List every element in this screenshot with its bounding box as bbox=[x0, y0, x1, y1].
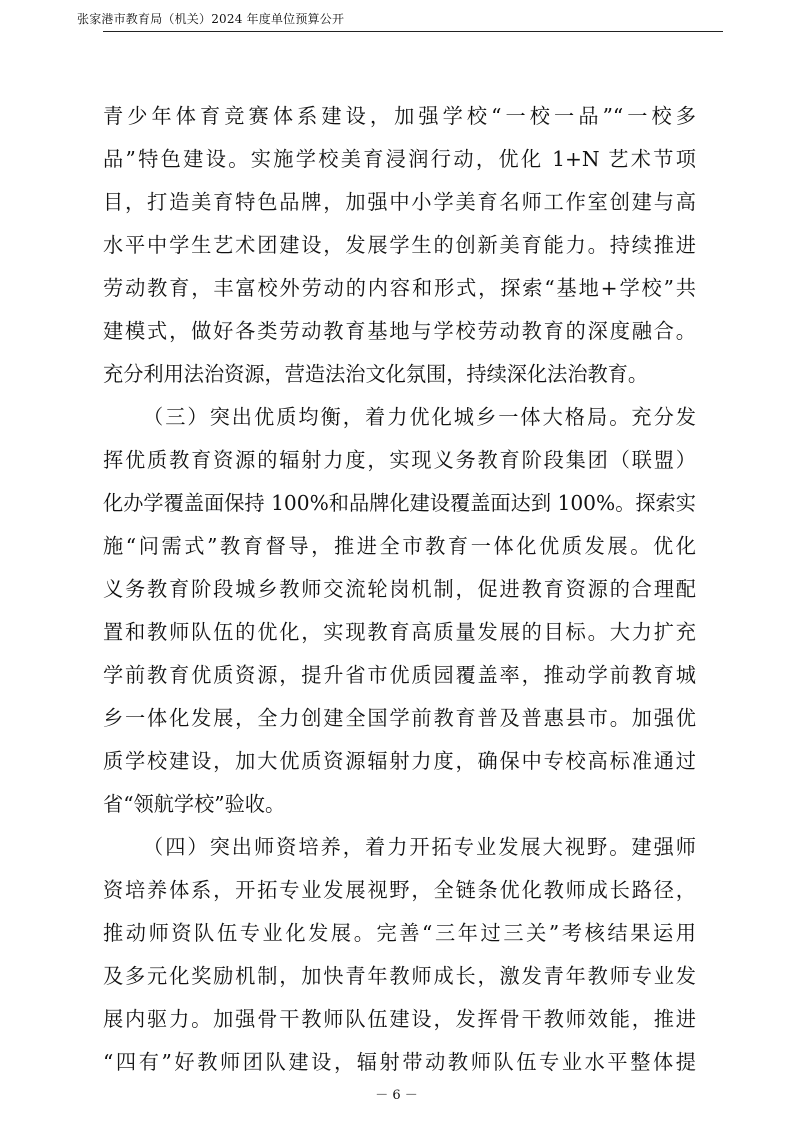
header-title: 张家港市教育局（机关）2024 年度单位预算公开 bbox=[77, 12, 345, 26]
paragraph-3-line-6: “四有”好教师团队建设，辐射带动教师队伍专业水平整体提 bbox=[103, 1050, 696, 1074]
paragraph-3-line-3: 推动师资队伍专业化发展。完善“三年过三关”考核结果运用 bbox=[103, 921, 696, 945]
paragraph-2-line-8: 乡一体化发展，全力创建全国学前教育普及普惠县市。加强优 bbox=[103, 706, 696, 730]
paragraph-3-line-4: 及多元化奖励机制，加快青年教师成长，激发青年教师专业发 bbox=[103, 964, 696, 988]
paragraph-1-line-2: 品”特色建设。实施学校美育浸润行动，优化 1+N 艺术节项 bbox=[103, 147, 696, 171]
paragraph-2-line-1: （三）突出优质均衡，着力优化城乡一体大格局。充分发 bbox=[143, 405, 696, 429]
paragraph-2-line-10: 省“领航学校”验收。 bbox=[103, 792, 286, 816]
paragraph-2-line-3: 化办学覆盖面保持 100%和品牌化建设覆盖面达到 100%。探索实 bbox=[103, 491, 696, 515]
paragraph-1-line-7: 充分利用法治资源，营造法治文化氛围，持续深化法治教育。 bbox=[103, 362, 649, 386]
paragraph-2-line-5: 义务教育阶段城乡教师交流轮岗机制，促进教育资源的合理配 bbox=[103, 577, 696, 601]
paragraph-2-line-2: 挥优质教育资源的辐射力度，实现义务教育阶段集团（联盟） bbox=[103, 448, 696, 472]
paragraph-1-line-3: 目，打造美育特色品牌，加强中小学美育名师工作室创建与高 bbox=[103, 190, 696, 214]
paragraph-3-line-5: 展内驱力。加强骨干教师队伍建设，发挥骨干教师效能，推进 bbox=[103, 1007, 696, 1031]
paragraph-2-line-7: 学前教育优质资源，提升省市优质园覆盖率，推动学前教育城 bbox=[103, 663, 696, 687]
page-number: － 6 － bbox=[375, 1088, 418, 1103]
paragraph-1-line-4: 水平中学生艺术团建设，发展学生的创新美育能力。持续推进 bbox=[103, 233, 696, 257]
paragraph-1-line-5: 劳动教育，丰富校外劳动的内容和形式，探索“基地+学校”共 bbox=[103, 276, 696, 300]
paragraph-2-line-4: 施“问需式”教育督导，推进全市教育一体化优质发展。优化 bbox=[103, 534, 696, 558]
paragraph-3-line-1: （四）突出师资培养，着力开拓专业发展大视野。建强师 bbox=[143, 835, 696, 859]
paragraph-1-line-1: 青少年体育竞赛体系建设，加强学校“一校一品”“一校多 bbox=[103, 104, 696, 128]
paragraph-1-line-6: 建模式，做好各类劳动教育基地与学校劳动教育的深度融合。 bbox=[103, 319, 696, 343]
paragraph-3-line-2: 资培养体系，开拓专业发展视野，全链条优化教师成长路径， bbox=[103, 878, 696, 902]
paragraph-2-line-6: 置和教师队伍的优化，实现教育高质量发展的目标。大力扩充 bbox=[103, 620, 696, 644]
page-header bbox=[77, 9, 723, 32]
paragraph-2-line-9: 质学校建设，加大优质资源辐射力度，确保中专校高标准通过 bbox=[103, 749, 696, 773]
